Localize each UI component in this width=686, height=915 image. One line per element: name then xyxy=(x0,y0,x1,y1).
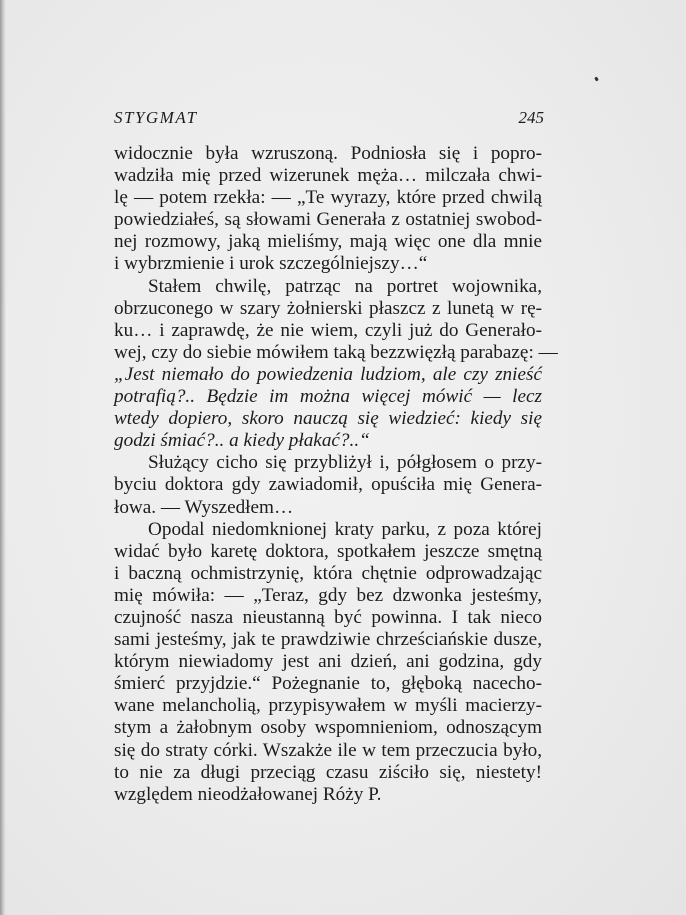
text-line: łowa. — Wyszedłem… xyxy=(114,496,294,518)
text-line: wane melancholią, przypisywałem w myśli macierzy- xyxy=(114,695,542,717)
running-header xyxy=(114,108,544,130)
text-line: Opodal niedomknionej kraty parku, z poza której xyxy=(148,518,542,540)
text-line: Stałem chwilę, patrząc na portret wojownika, xyxy=(148,275,542,297)
body-text xyxy=(114,143,558,806)
text-line: stym a żałobnym osoby wspomnieniom, odnoszącym xyxy=(114,717,542,739)
ink-speck xyxy=(594,77,599,82)
page-number: 245 xyxy=(518,108,544,127)
text-line: lę — potem rzekła: — „Te wyrazy, które przed chwilą xyxy=(114,187,542,209)
text-line: potrafią?.. Będzie im można więcej mówić — lecz xyxy=(114,386,542,408)
text-line: śmierć przyjdzie.“ Pożegnanie to, głęboką nacecho- xyxy=(114,673,542,695)
text-line: godzi śmiać?.. a kiedy płakać?..“ xyxy=(114,430,370,452)
text-line: obrzuconego w szary żołnierski płaszcz z lunetą w rę- xyxy=(114,297,542,319)
text-line: mię mówiła: — „Teraz, gdy bez dzwonka jesteśmy, xyxy=(114,584,542,606)
text-line: wtedy dopiero, skoro nauczą się wiedzieć: kiedy się xyxy=(114,408,542,430)
text-line: i baczną ochmistrzynię, która chętnie odprowadzając xyxy=(114,562,542,584)
text-line: ku… i zaprawdę, że nie wiem, czyli już do Generało- xyxy=(114,319,542,341)
text-line: to nie za długi przeciąg czasu ziściło się, niestety! xyxy=(114,761,542,783)
text-line: Służący cicho się przybliżył i, półgłosem o przy- xyxy=(148,452,542,474)
running-title: STYGMAT xyxy=(114,108,198,127)
text-line: względem nieodżałowanej Róży P. xyxy=(114,783,382,805)
text-line: którym niewiadomy jest ani dzień, ani godzina, gdy xyxy=(114,651,542,673)
text-line: widocznie była wzruszoną. Podniosła się i popro- xyxy=(114,143,542,164)
text-line: i wybrzmienie i urok szczególniejszy…“ xyxy=(114,253,428,275)
page-edge-shadow xyxy=(0,0,6,915)
text-line: czujność nasza nieustanną być powinna. I tak nieco xyxy=(114,606,542,628)
text-line: wej, czy do siebie mówiłem taką bezzwięzłą parabazę: — xyxy=(114,341,558,363)
text-line: sami jesteśmy, jak te prawdziwie chrześciańskie dusze, xyxy=(114,629,542,651)
text-line: wadziła mię przed wizerunek męża… milczała chwi- xyxy=(114,165,542,187)
text-line: widać było karetę doktora, spotkałem jeszcze smętną xyxy=(114,540,542,562)
text-line: byciu doktora gdy zawiadomił, opuściła mię Genera- xyxy=(114,474,542,496)
text-line: „Jest niemało do powiedzenia ludziom, ale czy znieść xyxy=(114,363,542,385)
text-line: nej rozmowy, jaką mieliśmy, mają więc one dla mnie xyxy=(114,231,542,253)
text-line: się do straty córki. Wszakże ile w tem przeczucia było, xyxy=(114,739,542,761)
text-line: powiedziałeś, są słowami Generała z ostatniej swobod- xyxy=(114,209,542,231)
